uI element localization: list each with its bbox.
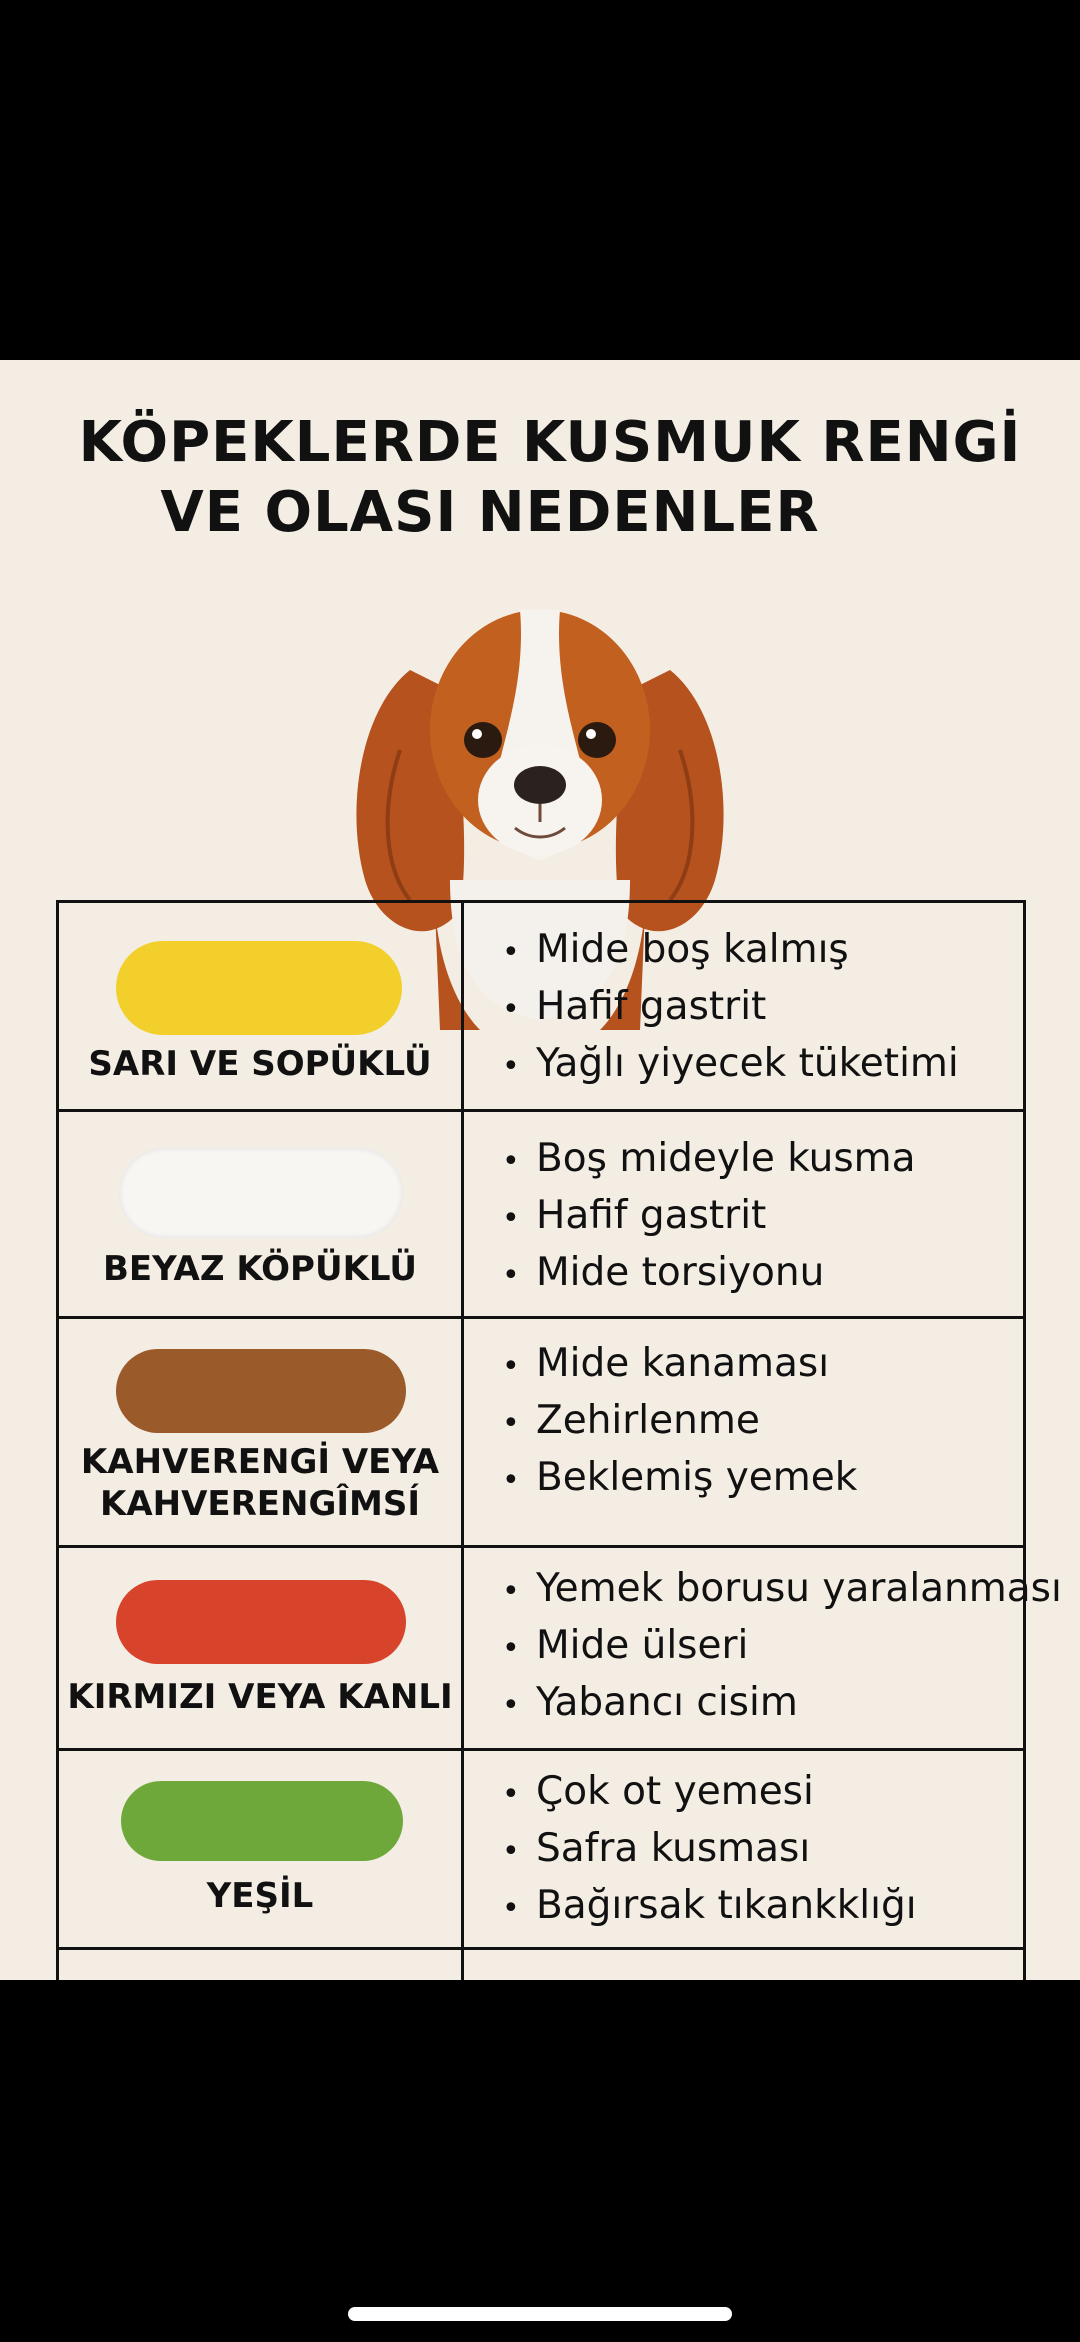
color-swatch-green <box>121 1781 403 1861</box>
causes-cell <box>464 903 1023 1109</box>
causes-list <box>502 1765 1080 1936</box>
bullet: • <box>502 1463 520 1498</box>
list-item <box>502 1822 1080 1879</box>
color-swatch-white <box>119 1148 403 1238</box>
causes-cell <box>464 1112 1023 1316</box>
bullet: • <box>502 1201 520 1236</box>
table-row-partial <box>56 1950 1026 1980</box>
list-item <box>502 1189 1080 1246</box>
infographic-poster <box>0 360 1080 1980</box>
vomit-color-table <box>56 900 1062 1980</box>
bullet: • <box>502 992 520 1027</box>
list-item <box>502 1132 1080 1189</box>
cause-text: Zehirlenme <box>536 1398 760 1443</box>
bullet: • <box>502 935 520 970</box>
causes-cell <box>464 1950 1023 1980</box>
cause-text: Bağırsak tıkankklığı <box>536 1883 917 1928</box>
title-line-2: VE OLASI NEDENLER <box>160 480 820 545</box>
color-cell <box>59 1112 464 1316</box>
cause-text: Beklemiş yemek <box>536 1455 858 1500</box>
list-item <box>502 1246 1080 1303</box>
color-cell <box>59 1319 464 1545</box>
bullet: • <box>502 1631 520 1666</box>
cause-text: Hafif gastrit <box>536 1193 767 1238</box>
bullet: • <box>502 1144 520 1179</box>
bullet: • <box>502 1891 520 1926</box>
cause-text: Mide kanaması <box>536 1341 830 1386</box>
color-label-line-1: KAHVERENGİ VEYA <box>80 1442 440 1482</box>
list-item <box>502 1619 1080 1676</box>
list-item <box>502 923 1080 980</box>
cause-text: Mide ülseri <box>536 1623 749 1668</box>
causes-list <box>502 1562 1080 1733</box>
bullet: • <box>502 1349 520 1384</box>
cause-text: Mide torsiyonu <box>536 1250 825 1295</box>
table-row <box>56 903 1026 1112</box>
color-swatch-yellow <box>116 941 402 1035</box>
color-swatch-brown <box>116 1349 406 1433</box>
causes-list <box>502 923 1080 1094</box>
home-indicator[interactable] <box>348 2307 732 2321</box>
causes-cell <box>464 1548 1062 1748</box>
color-label: YEŞİL <box>206 1876 314 1916</box>
color-cell <box>59 903 464 1109</box>
color-cell <box>59 1548 464 1748</box>
bullet: • <box>502 1049 520 1084</box>
list-item <box>502 980 1080 1037</box>
list-item <box>502 1037 1080 1094</box>
list-item <box>502 1337 1080 1394</box>
top-black-bar <box>0 0 1080 360</box>
bottom-black-bar <box>0 1980 1080 2342</box>
color-cell <box>59 1950 464 1980</box>
causes-list <box>502 1337 1080 1508</box>
color-label: KIRMIZI VEYA KANLI <box>67 1677 453 1717</box>
table-row <box>56 1112 1026 1319</box>
poster-title <box>0 408 1080 548</box>
cause-text: Hafif gastrit <box>536 984 767 1029</box>
causes-cell <box>464 1751 1023 1947</box>
cause-text: Yabancı cisim <box>536 1680 798 1725</box>
bullet: • <box>502 1834 520 1869</box>
causes-list <box>502 1132 1080 1303</box>
table-row <box>56 1548 1062 1751</box>
cause-text: Yemek borusu yaralanması <box>536 1566 1062 1611</box>
bullet: • <box>502 1688 520 1723</box>
color-label <box>59 1441 461 1525</box>
causes-cell <box>464 1319 1023 1545</box>
cause-text: Yağlı yiyecek tüketimi <box>536 1041 959 1086</box>
color-label: SARI VE SOPÜKLÜ <box>88 1044 432 1084</box>
list-item <box>502 1562 1080 1619</box>
cause-text: Mide boş kalmış <box>536 927 849 972</box>
color-swatch-red <box>116 1580 406 1664</box>
bullet: • <box>502 1406 520 1441</box>
list-item <box>502 1676 1080 1733</box>
cause-text: Safra kusması <box>536 1826 811 1871</box>
bullet: • <box>502 1258 520 1293</box>
list-item <box>502 1765 1080 1822</box>
bullet: • <box>502 1777 520 1812</box>
cause-text: Boş mideyle kusma <box>536 1136 916 1181</box>
cause-text: Çok ot yemesi <box>536 1769 814 1814</box>
table-row <box>56 1319 1026 1548</box>
color-label-line-2: KAHVERENGÎMSÍ <box>99 1484 421 1524</box>
color-cell <box>59 1751 464 1947</box>
bullet: • <box>502 1574 520 1609</box>
table-row <box>56 1751 1026 1950</box>
list-item <box>502 1879 1080 1936</box>
color-label: BEYAZ KÖPÜKLÜ <box>103 1249 417 1289</box>
list-item <box>502 1394 1080 1451</box>
list-item <box>502 1451 1080 1508</box>
title-line-1: KÖPEKLERDE KUSMUK RENGİ <box>78 410 1022 475</box>
